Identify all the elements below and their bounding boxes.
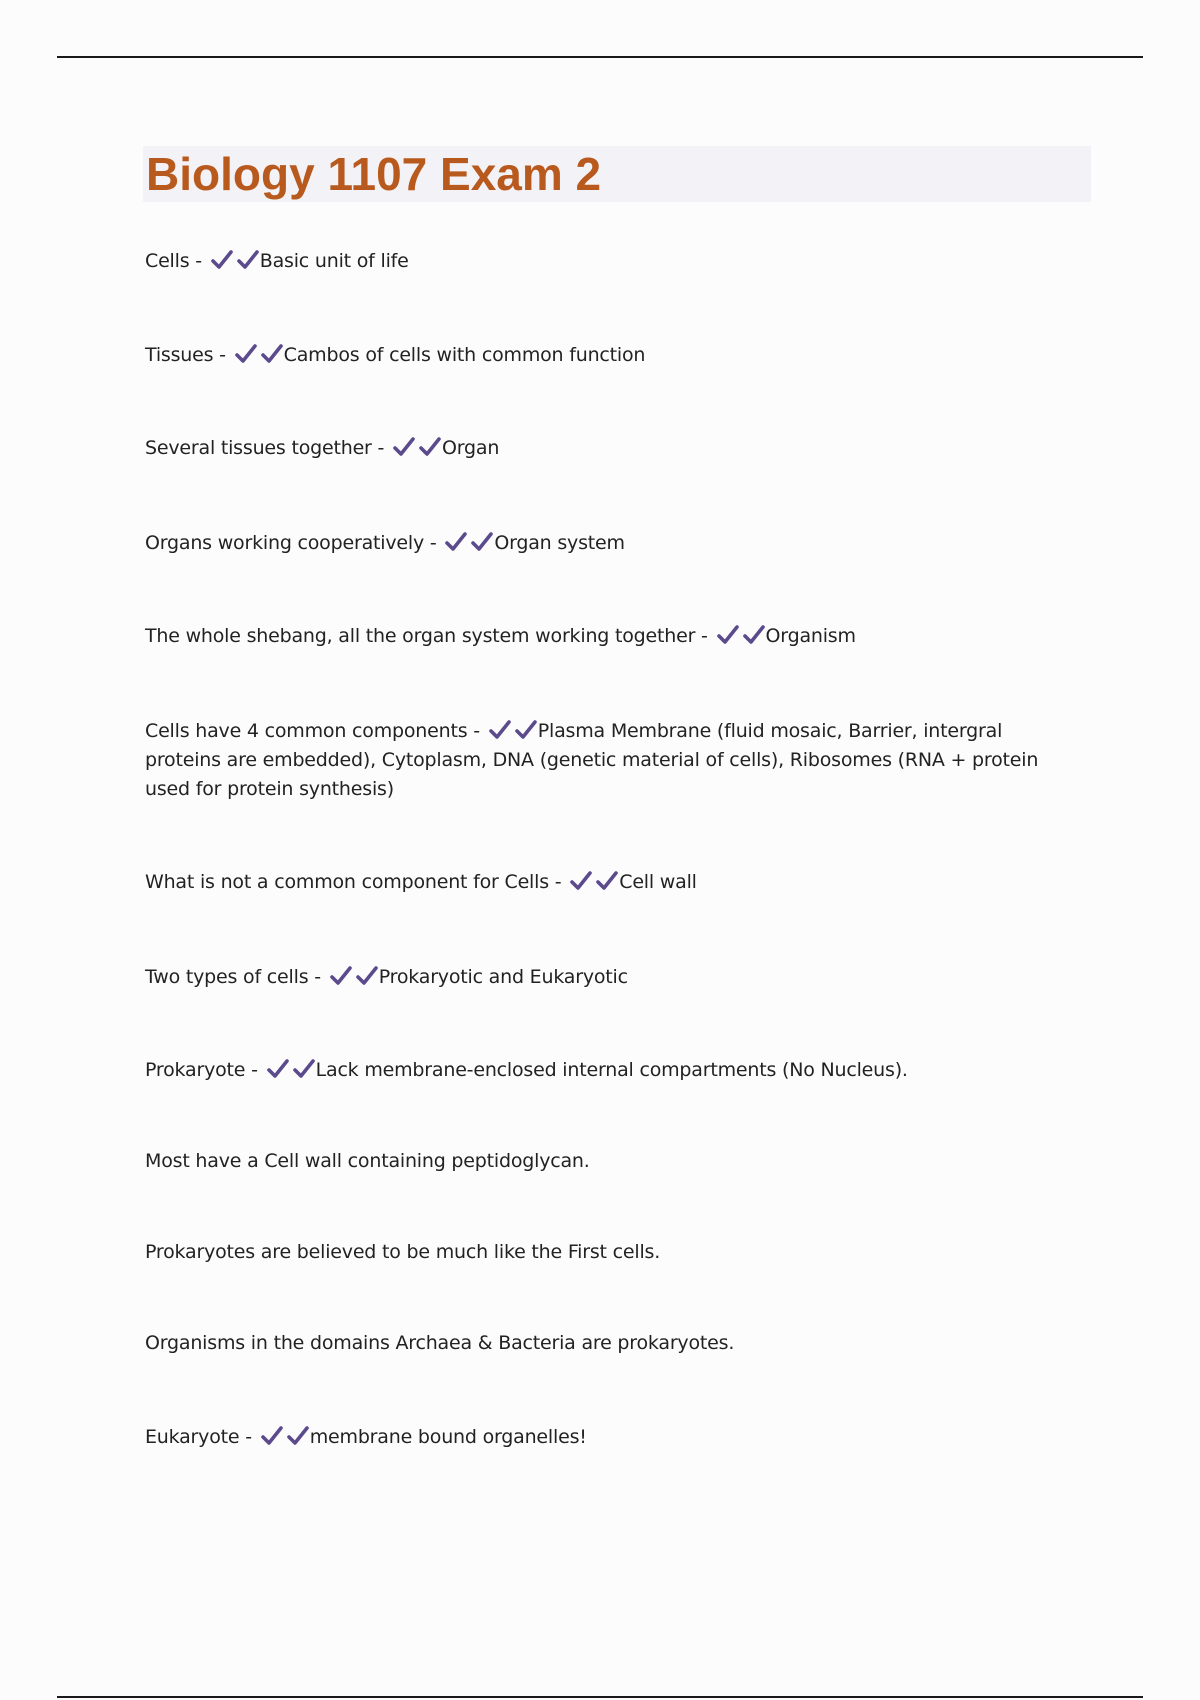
- entry: [145, 247, 1075, 276]
- checkmark-icon: [392, 436, 416, 458]
- checkmark-icon: [292, 1058, 316, 1080]
- entry-definition: Cell wall: [619, 871, 697, 893]
- top-rule: [57, 56, 1143, 58]
- entry-term: Several tissues together -: [145, 437, 391, 459]
- checkmark-icon: [266, 1058, 290, 1080]
- checkmark-icon: [260, 343, 284, 365]
- entry-term: The whole shebang, all the organ system working together -: [145, 625, 714, 647]
- entry-definition: Plasma Membrane (fluid mosaic, Barrier, intergral proteins are embedded), Cytoplasm, DNA (genetic material of cells), Ribosomes (RNA + protein used for protein synthesis): [145, 720, 1039, 800]
- entry-term: Two types of cells -: [145, 966, 327, 988]
- document-title: Biology 1107 Exam 2: [146, 148, 602, 200]
- bottom-rule: [57, 1696, 1143, 1698]
- entry-term: Organisms in the domains Archaea & Bacteria are prokaryotes.: [145, 1332, 735, 1354]
- entry: [145, 622, 1075, 651]
- entry-definition: Basic unit of life: [259, 250, 409, 272]
- entry: [145, 434, 1075, 463]
- checkmark-icon: [329, 965, 353, 987]
- entry: [145, 1238, 1075, 1267]
- entry-definition: Prokaryotic and Eukaryotic: [378, 966, 628, 988]
- entry-term: Cells have 4 common components -: [145, 720, 486, 742]
- entry: [145, 1147, 1075, 1176]
- entry-term: What is not a common component for Cells -: [145, 871, 568, 893]
- entry-definition: Lack membrane-enclosed internal compartments (No Nucleus).: [315, 1059, 908, 1081]
- checkmark-icon: [716, 624, 740, 646]
- entry-term: Eukaryote -: [145, 1426, 258, 1448]
- checkmark-icon: [444, 531, 468, 553]
- entry-term: Most have a Cell wall containing peptidoglycan.: [145, 1150, 590, 1172]
- entry-definition: membrane bound organelles!: [309, 1426, 587, 1448]
- checkmark-icon: [418, 436, 442, 458]
- checkmark-icon: [286, 1425, 310, 1447]
- checkmark-icon: [742, 624, 766, 646]
- checkmark-icon: [470, 531, 494, 553]
- entry-definition: Organ: [442, 437, 500, 459]
- entry: [145, 529, 1075, 558]
- entry-term: Tissues -: [145, 344, 232, 366]
- entry-term: Organs working cooperatively -: [145, 532, 443, 554]
- checkmark-icon: [236, 249, 260, 271]
- checkmark-icon: [595, 870, 619, 892]
- entry-definition: Organ system: [494, 532, 625, 554]
- entry-definition: Organism: [765, 625, 856, 647]
- entry-definition: Cambos of cells with common function: [283, 344, 646, 366]
- checkmark-icon: [569, 870, 593, 892]
- entry: [145, 341, 1075, 370]
- entry-term: Cells -: [145, 250, 208, 272]
- entry: [145, 717, 1075, 804]
- entry: [145, 1056, 1075, 1085]
- checkmark-icon: [488, 719, 512, 741]
- entry: [145, 1329, 1075, 1358]
- entry: [145, 1423, 1075, 1452]
- checkmark-icon: [210, 249, 234, 271]
- checkmark-icon: [514, 719, 538, 741]
- checkmark-icon: [234, 343, 258, 365]
- checkmark-icon: [260, 1425, 284, 1447]
- entry: [145, 868, 1075, 897]
- entry-term: Prokaryotes are believed to be much like the First cells.: [145, 1241, 661, 1263]
- entry: [145, 963, 1075, 992]
- entry-term: Prokaryote -: [145, 1059, 264, 1081]
- checkmark-icon: [355, 965, 379, 987]
